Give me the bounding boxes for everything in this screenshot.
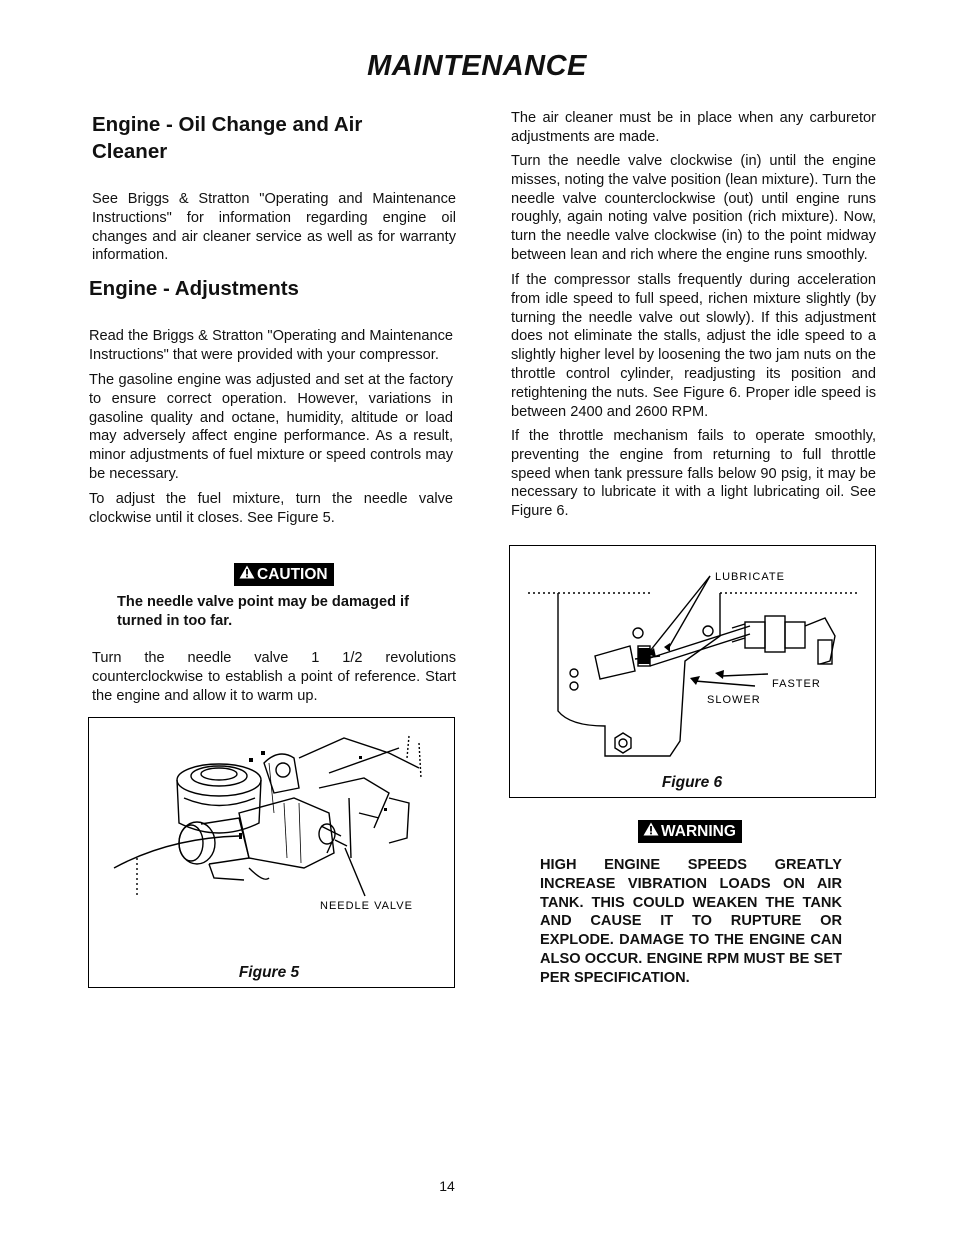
compressor-stalls-paragraph: If the compressor stalls frequently during acceleration from idle speed to full speed, richen mixture slightly (by turning the needle valve out slowly). If this adjustment does not eliminate the stalls, adjust the idle speed to a slightly higher level by loosening the two jam nuts on the throttle control cylinder, readjusting its position and retightening the nuts. See Figure 6. Proper idle speed is between 2400 and 2600 RPM.	[511, 272, 876, 420]
warning-text: HIGH ENGINE SPEEDS GREATLY INCREASE VIBRATION LOADS ON AIR TANK. THIS COULD WEAKEN THE TANK AND CAUSE IT TO RUPTURE OR EXPLODE. DAMAGE TO THE ENGINE CAN ALSO OCCUR. ENGINE RPM MUST BE SET PER SPECIFICATION.	[540, 857, 842, 986]
oil-change-heading: Engine - Oil Change and Air Cleaner	[92, 113, 363, 163]
faster-label: FASTER	[772, 678, 821, 690]
carburetor-illustration	[89, 718, 453, 986]
caution-label: CAUTION	[257, 565, 328, 583]
throttle-illustration	[510, 546, 874, 796]
adjustments-paragraph-2: The gasoline engine was adjusted and set at the factory to ensure correct operation. However, variations in gasoline quality and octane, humidity, altitude or load may adversely affect engine performance. As a result, minor adjustments of fuel mixture or speed controls may be necessary.	[89, 372, 453, 482]
caution-text: The needle valve point may be damaged if turned in too far.	[117, 594, 409, 629]
oil-change-paragraph: See Briggs & Stratton "Operating and Maintenance Instructions" for information regarding engine oil changes and air cleaner service as well as for warranty information.	[92, 191, 456, 264]
lubricate-label: LUBRICATE	[715, 571, 785, 583]
adjustments-paragraph-3: To adjust the fuel mixture, turn the needle valve clockwise until it closes. See Figure 5.	[89, 491, 453, 526]
adjustments-paragraph-1: Read the Briggs & Stratton "Operating and Maintenance Instructions" that were provided with your compressor.	[89, 328, 453, 363]
page-title: MAINTENANCE	[367, 50, 587, 82]
warning-triangle-icon	[239, 565, 255, 584]
caution-badge	[234, 563, 334, 586]
warning-label: WARNING	[661, 822, 736, 840]
figure-5	[88, 717, 455, 988]
warning-triangle-icon	[643, 822, 659, 841]
adjustments-heading: Engine - Adjustments	[89, 277, 299, 300]
turn-needle-paragraph: Turn the needle valve 1 1/2 revolutions counterclockwise to establish a point of reference. Start the engine and allow it to warm up.	[92, 650, 456, 704]
figure-6-caption: Figure 6	[661, 774, 723, 791]
figure-6	[509, 545, 876, 798]
slower-label: SLOWER	[707, 694, 761, 706]
figure-5-caption: Figure 5	[238, 964, 300, 981]
throttle-paragraph: If the throttle mechanism fails to operate smoothly, preventing the engine from returning to full throttle speed when tank pressure falls below 90 psig, it may be necessary to lubricate it with a light lubricating oil. See Figure 6.	[511, 428, 876, 520]
needle-valve-paragraph: Turn the needle valve clockwise (in) until the engine misses, noting the valve position (lean mixture). Turn the needle valve counterclockwise (out) until engine runs roughly, again noting valve position (rich mixture). Now, turn the needle valve clockwise (in) to the point midway between lean and rich where the engine runs smoothly.	[511, 153, 877, 263]
needle-valve-label: NEEDLE VALVE	[320, 900, 413, 912]
air-cleaner-paragraph: The air cleaner must be in place when any carburetor adjustments are made.	[511, 110, 876, 145]
page-number: 14	[439, 1178, 455, 1194]
warning-badge	[638, 820, 742, 843]
